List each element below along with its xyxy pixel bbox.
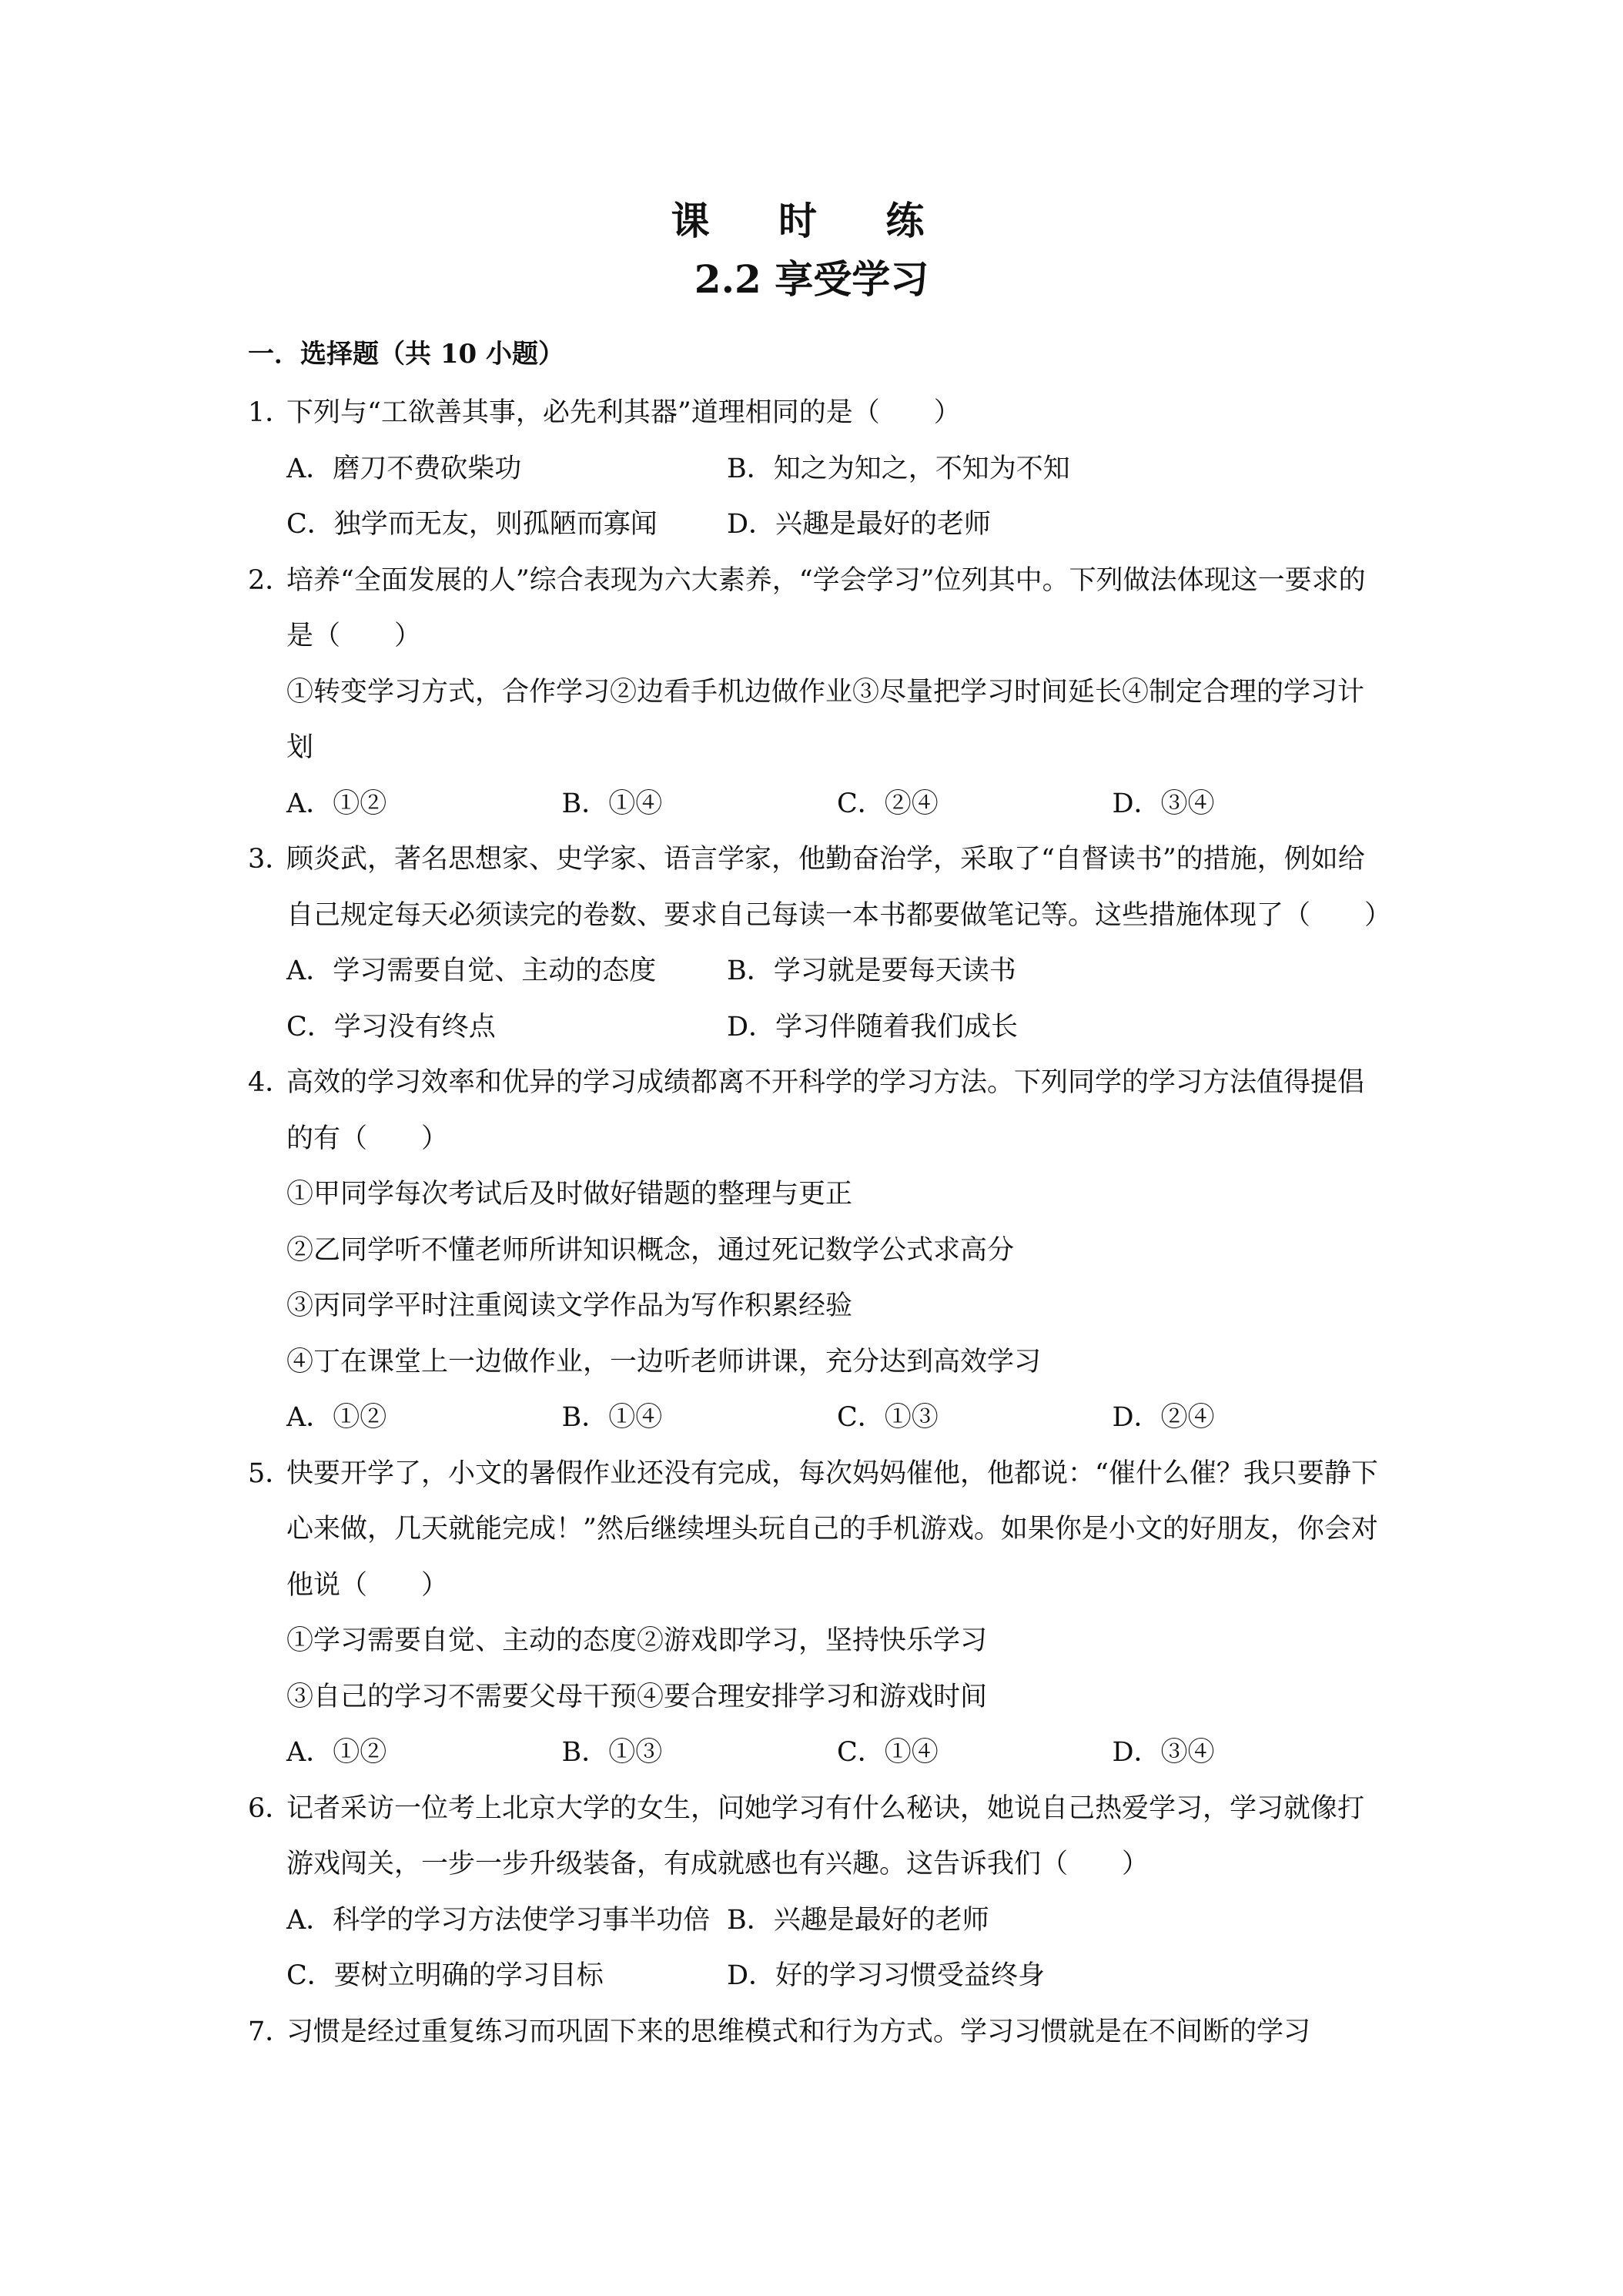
question-stem: 下列与“工欲善其事，必先利其器”道理相同的是（ ） xyxy=(286,397,961,428)
option-c: C．学习没有终点 xyxy=(286,1011,496,1043)
question-number: 2． xyxy=(248,564,293,596)
question-number: 5． xyxy=(248,1458,293,1489)
options-row xyxy=(248,999,1387,1056)
option-a: A．①② xyxy=(286,1402,387,1433)
option-a: A．学习需要自觉、主动的态度 xyxy=(286,956,657,986)
question-list xyxy=(248,385,1392,2060)
question-7 xyxy=(248,2004,1387,2060)
question-stem: 快要开学了，小文的暑假作业还没有完成，每次妈妈催他，他都说：“催什么催？我只要静下心来做，几天就能完成！”然后继续埋头玩自己的手机游戏。如果你是小文的好朋友，你会对他说（ ） xyxy=(286,1458,1378,1601)
option-b: B．①③ xyxy=(561,1737,663,1768)
option-a: A．磨刀不费砍柴功 xyxy=(286,453,522,484)
question-number: 7． xyxy=(248,2016,293,2047)
question-number: 1． xyxy=(248,397,293,428)
question-5 xyxy=(248,1446,1387,1614)
question-number: 6． xyxy=(248,1792,293,1824)
page-subtitle: 2.2 享受学习 xyxy=(694,256,929,302)
question-stem: 习惯是经过重复练习而巩固下来的思维模式和行为方式。学习习惯就是在不间断的学习 xyxy=(286,2016,1311,2047)
option-b: B．①④ xyxy=(561,788,663,819)
option-d: D．兴趣是最好的老师 xyxy=(727,509,992,540)
section-heading: 一．选择题（共 10 小题） xyxy=(248,339,564,370)
option-d: D．学习伴随着我们成长 xyxy=(727,1011,1019,1043)
options-row xyxy=(248,943,1387,999)
option-c: C．①③ xyxy=(837,1402,939,1433)
option-a: A．科学的学习方法使学习事半功倍 xyxy=(286,1904,711,1936)
options-row xyxy=(248,1390,1387,1446)
statement: ②乙同学听不懂老师所讲知识概念，通过死记数学公式求高分 xyxy=(286,1234,1015,1266)
question-6 xyxy=(248,1781,1387,1893)
option-c: C．要树立明确的学习目标 xyxy=(286,1960,604,1991)
options-row xyxy=(248,1948,1387,2004)
question-stem: 记者采访一位考上北京大学的女生，问她学习有什么秘诀，她说自己热爱学习，学习就像打游戏闯关，一步一步升级装备，有成就感也有兴趣。这告诉我们（ ） xyxy=(286,1792,1365,1879)
question-1 xyxy=(248,385,1387,441)
option-c: C．①④ xyxy=(837,1737,939,1768)
options-row xyxy=(248,441,1387,497)
statement: ③丙同学平时注重阅读文学作品为写作积累经验 xyxy=(286,1290,853,1321)
statement: ④丁在课堂上一边做作业，一边听老师讲课，充分达到高效学习 xyxy=(286,1346,1042,1377)
question-stem: 顾炎武，著名思想家、史学家、语言学家，他勤奋治学，采取了“自督读书”的措施，例如给自己规定每天必须读完的卷数、要求自己每读一本书都要做笔记等。这些措施体现了（ ） xyxy=(286,844,1392,931)
question-number: 4． xyxy=(248,1067,293,1098)
statement: ①转变学习方式，合作学习②边看手机边做作业③尽量把学习时间延长④制定合理的学习计划 xyxy=(286,676,1365,763)
option-a: A．①② xyxy=(286,788,387,819)
option-d: D．③④ xyxy=(1112,788,1215,819)
option-b: B．知之为知之，不知为不知 xyxy=(727,453,1070,484)
options-row xyxy=(248,776,1387,832)
option-d: D．②④ xyxy=(1112,1402,1215,1433)
question-stem: 培养“全面发展的人”综合表现为六大素养，“学会学习”位列其中。下列做法体现这一要求的是（ ） xyxy=(286,564,1366,651)
option-c: C．②④ xyxy=(837,788,939,819)
option-b: B．①④ xyxy=(561,1402,663,1433)
option-d: D．好的学习习惯受益终身 xyxy=(727,1960,1046,1991)
statement: ③自己的学习不需要父母干预④要合理安排学习和游戏时间 xyxy=(286,1681,988,1712)
options-row xyxy=(248,1893,1387,1949)
question-2 xyxy=(248,553,1387,664)
question-3 xyxy=(248,832,1392,943)
question-stem: 高效的学习效率和优异的学习成绩都离不开科学的学习方法。下列同学的学习方法值得提倡的有（ ） xyxy=(286,1067,1365,1154)
question-4 xyxy=(248,1055,1387,1166)
statement: ①学习需要自觉、主动的态度②游戏即学习，坚持快乐学习 xyxy=(286,1625,988,1656)
statement: ①甲同学每次考试后及时做好错题的整理与更正 xyxy=(286,1179,853,1210)
option-c: C．独学而无友，则孤陋而寡闻 xyxy=(286,509,658,540)
page-title: 课 时 练 xyxy=(671,198,952,243)
question-number: 3． xyxy=(248,844,293,875)
options-row xyxy=(248,1725,1387,1781)
option-b: B．兴趣是最好的老师 xyxy=(727,1904,989,1936)
option-d: D．③④ xyxy=(1112,1737,1215,1768)
options-row xyxy=(248,497,1387,553)
option-a: A．①② xyxy=(286,1737,387,1768)
option-b: B．学习就是要每天读书 xyxy=(727,956,1016,986)
